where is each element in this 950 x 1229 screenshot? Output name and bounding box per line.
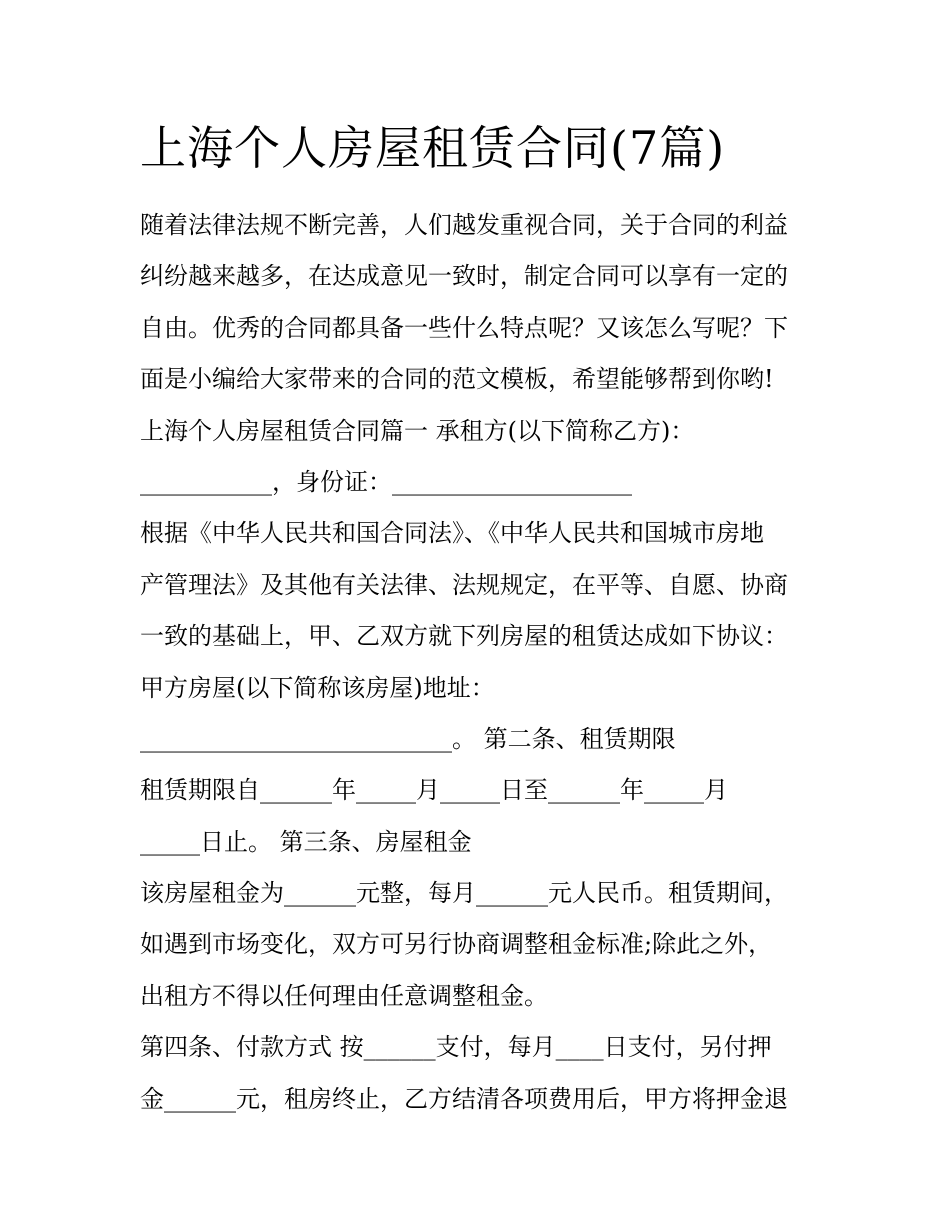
paragraph-line: 根据《中华人民共和国合同法》、《中华人民共和国城市房地 [140, 519, 764, 548]
paragraph-line: 出租方不得以任何理由任意调整租金。 [140, 981, 548, 1010]
section-heading-line: 上海个人房屋租赁合同篇一 承租方(以下简称乙方)： [140, 416, 695, 445]
paragraph-line: 金______元，租房终止，乙方结清各项费用后，甲方将押金退 [140, 1084, 788, 1113]
paragraph-line: 一致的基础上，甲、乙双方就下列房屋的租赁达成如下协议： [140, 622, 788, 651]
document-body [140, 200, 820, 1125]
blank-field-line: _____日止。 第三条、房屋租金 [140, 827, 472, 856]
blank-field-line: 租赁期限自______年_____月_____日至______年_____月 [140, 776, 728, 805]
paragraph-line: 第四条、付款方式 按______支付，每月____日支付，另付押 [140, 1033, 772, 1062]
paragraph-line: 该房屋租金为______元整，每月______元人民币。租赁期间， [140, 879, 788, 908]
paragraph-line: 纠纷越来越多，在达成意见一致时，制定合同可以享有一定的 [140, 262, 788, 291]
paragraph-line: 面是小编给大家带来的合同的范文模板，希望能够帮到你哟! [140, 365, 774, 394]
document-title: 上海个人房屋租赁合同(7篇) [140, 121, 726, 175]
blank-field-line: __________________________。 第二条、租赁期限 [140, 724, 676, 753]
paragraph-line: 如遇到市场变化，双方可另行协商调整租金标准;除此之外， [140, 930, 773, 959]
paragraph-line: 随着法律法规不断完善，人们越发重视合同，关于合同的利益 [140, 211, 788, 239]
paragraph-line: 产管理法》及其他有关法律、法规规定，在平等、自愿、协商 [140, 570, 788, 599]
paragraph-line: 自由。优秀的合同都具备一些什么特点呢？又该怎么写呢？下 [140, 313, 788, 342]
paragraph-line: 甲方房屋(以下简称该房屋)地址： [140, 673, 495, 702]
blank-field-line: ___________，身份证：____________________ [140, 467, 632, 496]
